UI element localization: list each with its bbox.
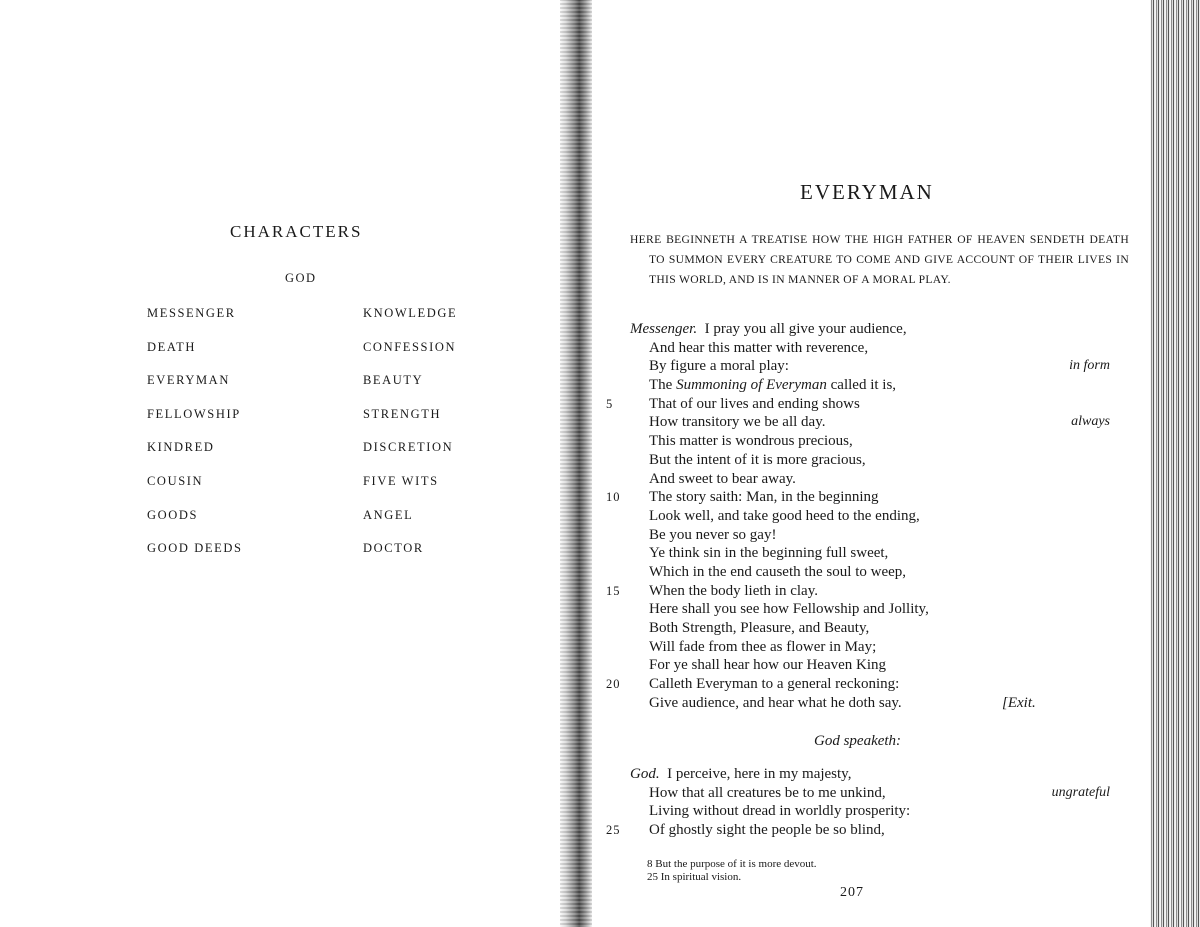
verse-text: How transitory we be all day. (649, 414, 826, 431)
line-number: 20 (606, 677, 621, 692)
verse-line (592, 488, 1150, 507)
stage-direction: God speaketh: (814, 733, 902, 749)
verse-line (592, 376, 1150, 395)
line-number: 15 (606, 583, 621, 598)
verse-line (592, 582, 1150, 601)
verse-line (592, 320, 1150, 339)
verse-text: But the intent of it is more gracious, (649, 451, 866, 468)
verse-text: Look well, and take good heed to the ending, (649, 507, 920, 524)
verse-text: Give audience, and hear what he doth say. (649, 694, 902, 711)
footnote: 8 But the purpose of it is more devout. (647, 858, 817, 870)
verse-text: That of our lives and ending shows (649, 395, 860, 412)
verse-text: For ye shall hear how our Heaven King (649, 657, 887, 674)
character-god: GOD (285, 271, 317, 285)
verse-text: And hear this matter with reverence, (649, 339, 869, 356)
character-item: DOCTOR (363, 541, 424, 556)
character-item: CONFESSION (363, 339, 457, 354)
left-page (0, 0, 560, 927)
page-edges (1150, 0, 1200, 927)
verse-text: The (649, 377, 677, 394)
verse-text: Calleth Everyman to a general reckoning: (649, 676, 900, 693)
verse-line (592, 357, 1150, 376)
verse-line (592, 821, 1150, 840)
play-title-italic: Summoning of Everyman (676, 377, 827, 394)
verse-text: When the body lieth in clay. (649, 582, 818, 599)
verse-text: By figure a moral play: (649, 358, 789, 375)
characters-title: CHARACTERS (230, 222, 363, 241)
verse-text: The story saith: Man, in the beginning (649, 489, 879, 506)
verse-text: How that all creatures be to me unkind, (649, 784, 886, 801)
verse-text: I perceive, here in my majesty, (667, 766, 852, 782)
verse-line (592, 451, 1150, 470)
verse-line (592, 507, 1150, 526)
book-gutter (560, 0, 592, 927)
verse-line (592, 470, 1150, 489)
verse-block-god (592, 765, 1150, 840)
character-item: KINDRED (147, 440, 215, 455)
speaker-name: God. (630, 766, 660, 782)
verse-line (592, 765, 1150, 784)
line-number: 5 (606, 396, 614, 411)
character-item: COUSIN (147, 473, 204, 488)
verse-line (592, 526, 1150, 545)
character-item: KNOWLEDGE (363, 306, 458, 320)
verse-line (592, 339, 1150, 358)
verse-line (592, 656, 1150, 675)
verse-text: This matter is wondrous precious, (649, 433, 853, 450)
verse-text: Ye think sin in the beginning full sweet, (649, 545, 889, 562)
verse-line (592, 432, 1150, 451)
character-item: DEATH (147, 339, 196, 354)
verse-line (592, 694, 1150, 713)
character-item: GOODS (147, 507, 199, 522)
play-title: EVERYMAN (800, 180, 934, 204)
character-item: FIVE WITS (363, 473, 439, 488)
verse-line (592, 802, 1150, 821)
character-item: FELLOWSHIP (147, 406, 241, 421)
verse-line (592, 675, 1150, 694)
verse-text: And sweet to bear away. (649, 470, 796, 487)
speaker-name: Messenger. (630, 321, 698, 337)
character-item: DISCRETION (363, 440, 454, 455)
right-page (592, 0, 1150, 927)
characters-column-left (147, 305, 243, 574)
footnote: 25 In spiritual vision. (647, 871, 742, 883)
character-item: ANGEL (363, 507, 414, 522)
verse-line (592, 413, 1150, 432)
verse-line (592, 600, 1150, 619)
verse-line (592, 563, 1150, 582)
verse-text: Here shall you see how Fellowship and Jollity, (649, 601, 929, 618)
verse-line (592, 638, 1150, 657)
character-item: EVERYMAN (147, 373, 230, 388)
footnotes (647, 858, 817, 884)
verse-text: Both Strength, Pleasure, and Beauty, (649, 620, 870, 636)
line-number: 25 (606, 823, 621, 838)
verse-text: Living without dread in worldly prosperity: (649, 803, 911, 820)
verse-text: Which in the end causeth the soul to weep, (649, 563, 907, 580)
character-item: STRENGTH (363, 406, 442, 421)
margin-gloss: in form (1069, 358, 1110, 374)
line-number: 10 (606, 490, 621, 505)
verse-text: called it is, (826, 377, 897, 394)
character-item: BEAUTY (363, 373, 424, 388)
exit-direction: [Exit. (1002, 694, 1036, 711)
verse-text: Be you never so gay! (649, 526, 777, 543)
characters-column-right (363, 305, 457, 574)
margin-gloss: ungrateful (1051, 784, 1110, 800)
verse-text: I pray you all give your audience, (704, 321, 907, 337)
verse-block-messenger (592, 320, 1150, 712)
play-intro: HERE BEGINNETH A TREATISE HOW THE HIGH FATHER OF HEAVEN SENDETH DEATH TO SUMMON EVERY CREATURE TO COME AND GIVE ACCOUNT OF THEIR LIVES IN THIS WORLD, AND IS IN MANNER OF A MORAL PLAY. (630, 233, 1129, 286)
margin-gloss: always (1071, 414, 1110, 430)
verse-text: Of ghostly sight the people be so blind, (649, 822, 885, 839)
verse-line (592, 784, 1150, 803)
verse-line (592, 544, 1150, 563)
verse-line (592, 395, 1150, 414)
verse-line (592, 619, 1150, 638)
page-number: 207 (840, 885, 864, 900)
verse-text: Will fade from thee as flower in May; (649, 638, 877, 655)
character-item: GOOD DEEDS (147, 541, 243, 556)
character-item: MESSENGER (147, 306, 236, 320)
